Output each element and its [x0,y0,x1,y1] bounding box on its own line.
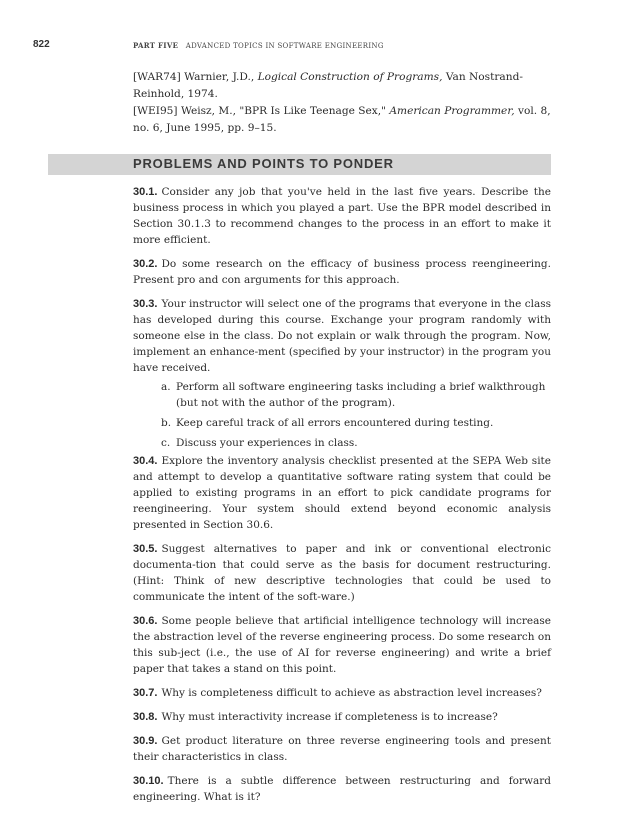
reference-details: vol. 8, no. 6, June 1995, pp. 9–15. [133,105,551,134]
running-header [133,41,384,50]
problem-text: There is a subtle difference between restructuring and forward engineering. What is it? [133,775,551,803]
problem-text: Some people believe that artificial intelligence technology will increase the abstraction level of the reverse engineering process. Do some research on this sub-ject (i.e., the use of AI for reverse engineering) and write a brief paper that takes a stand on this point. [133,615,551,675]
problem-item [133,733,551,765]
problem-item [133,296,551,376]
reference-list [133,69,551,137]
problem-item [133,685,551,701]
reference-entry [133,69,551,102]
subitem [133,435,551,451]
reference-authors: Warnier, J.D., [184,71,255,83]
reference-tag: [WEI95] [133,105,178,117]
reference-tag: [WAR74] [133,71,181,83]
subitem-text: Keep careful track of all errors encountered during testing. [176,417,494,429]
problem-text: Consider any job that you've held in the last five years. Describe the business process in which you played a part. Use the BPR model described in Section 30.1.3 to recommend changes to the process in an effort to make it more efficient. [133,186,551,246]
problem-number: 30.9. [133,735,158,747]
reference-details: Van Nostrand-Reinhold, 1974. [133,71,523,100]
problem-item [133,613,551,677]
reference-entry [133,103,551,136]
problem-text: Explore the inventory analysis checklist presented at the SEPA Web site and attempt to develop a quantitative software rating system that could be applied to existing programs in an effort to pick candidate programs for reengineering. Your system should extend beyond economic analysis presented in Section 30.6. [133,455,551,531]
problem-text: Why is completeness difficult to achieve as abstraction level increases? [161,687,542,699]
page-number: 822 [33,39,50,50]
problem-number: 30.8. [133,711,158,723]
problem-text: Your instructor will select one of the programs that everyone in the class has developed during this course. Exchange your program randomly with someone else in the class. Do not explain or walk through the program. Now, implement an enhance-ment (specified by your instructor) in the program you have received. [133,298,551,374]
section-heading: PROBLEMS AND POINTS TO PONDER [133,156,394,171]
problem-item [133,541,551,605]
problem-number: 30.10. [133,775,164,787]
problem-item [133,256,551,288]
problem-item [133,709,551,725]
subitem-text: Discuss your experiences in class. [176,437,358,449]
problem-text: Suggest alternatives to paper and ink or conventional electronic documenta-tion that could serve as the basis for document restructuring. (Hint: Think of new descriptive technologies that could be used to communicate the intent of the soft-ware.) [133,543,551,603]
subitem-label: b. [161,417,172,429]
problem-text: Get product literature on three reverse engineering tools and present their characteristics in class. [133,735,551,763]
problem-number: 30.4. [133,455,158,467]
problem-number: 30.1. [133,186,158,198]
subitem [133,379,551,411]
problem-number: 30.2. [133,258,158,270]
problem-item [133,184,551,248]
subitem [133,415,551,431]
reference-title: American Programmer, [389,105,515,117]
problem-text: Do some research on the efficacy of business process reengineering. Present pro and con arguments for this approach. [133,258,551,286]
problem-item [133,453,551,533]
problem-item [133,773,551,805]
problem-number: 30.5. [133,543,158,555]
problem-number: 30.7. [133,687,158,699]
problem-text: Why must interactivity increase if completeness is to increase? [161,711,498,723]
part-title: ADVANCED TOPICS IN SOFTWARE ENGINEERING [185,42,384,50]
reference-title: Logical Construction of Programs, [257,71,443,83]
subitem-label: c. [161,437,171,449]
subitem-text: Perform all software engineering tasks including a brief walkthrough (but not with the author of the program). [176,381,546,409]
problem-number: 30.6. [133,615,158,627]
reference-authors: Weisz, M., "BPR Is Like Teenage Sex," [180,105,386,117]
subitem-label: a. [161,381,171,393]
problem-list [133,184,551,813]
problem-number: 30.3. [133,298,158,310]
part-label: PART FIVE [133,41,179,50]
